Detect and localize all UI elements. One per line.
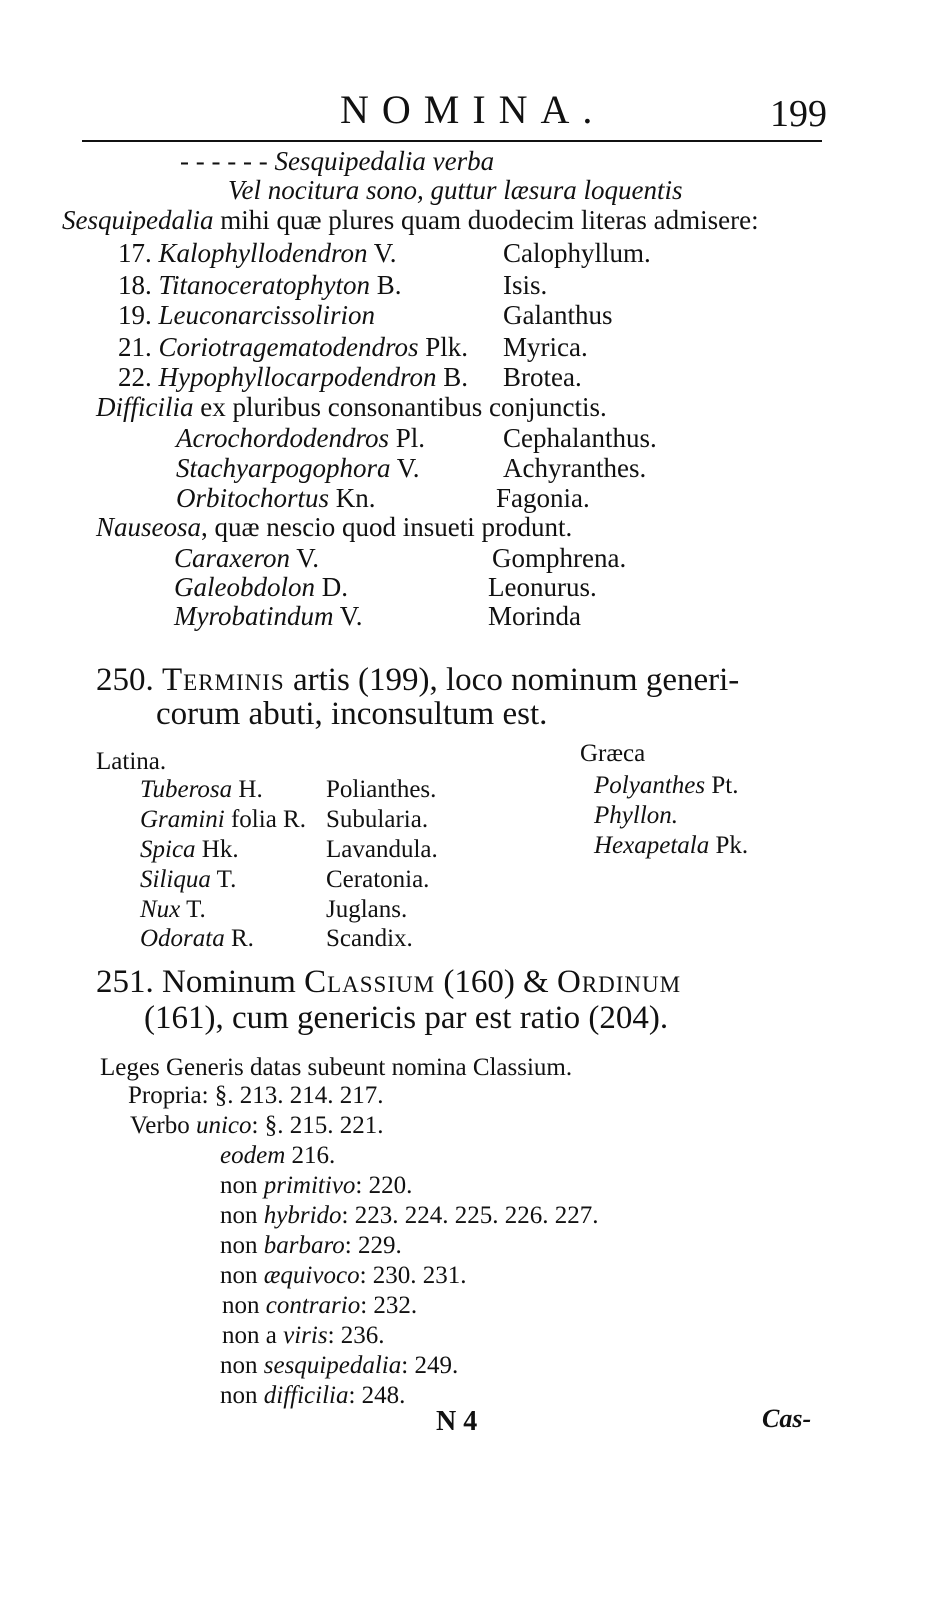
- list-item: [222, 1322, 385, 1350]
- list-item: [118, 332, 468, 363]
- item-term: viris: [283, 1322, 328, 1349]
- section-number: 251.: [96, 964, 154, 1000]
- item-prefix: non: [220, 1262, 258, 1289]
- intro-text: ex pluribus consonantibus conjunctis.: [200, 392, 607, 422]
- list-item: [140, 925, 254, 953]
- page-number: 199: [770, 93, 827, 135]
- list-item: [176, 423, 425, 454]
- item-author: Hk.: [201, 836, 239, 863]
- section-250-line-2: corum abuti, inconsultum est.: [156, 696, 548, 732]
- item-name: Nux: [140, 896, 181, 923]
- list-item: [594, 802, 678, 830]
- item-author: T.: [216, 866, 237, 893]
- item-name: Tuberosa: [140, 776, 233, 803]
- item-genus: Subularia.: [326, 806, 429, 833]
- item-genus: Scandix.: [326, 925, 413, 952]
- item-genus: Morinda: [488, 601, 581, 631]
- catchword: Cas-: [762, 1404, 812, 1433]
- list-item: [594, 772, 738, 800]
- item-name: Caraxeron: [174, 543, 290, 573]
- item-name: Coriotragematodendros: [158, 332, 419, 362]
- list-item: [140, 776, 263, 804]
- item-genus: Ceratonia.: [326, 866, 430, 893]
- section-text: artis (199), loco nominum generi-: [292, 662, 740, 698]
- list-item: [140, 836, 239, 864]
- running-head: NOMINA.: [340, 87, 606, 132]
- term: Sesquipedalia: [62, 205, 214, 235]
- item-author: H.: [238, 776, 263, 803]
- item-author: V.: [373, 238, 397, 268]
- item-number: 18.: [118, 270, 152, 300]
- section-251-line-2: (161), cum genericis par est ratio (204).: [144, 1000, 669, 1036]
- item-genus: Calophyllum.: [503, 238, 651, 268]
- item-refs: 216.: [291, 1142, 336, 1169]
- section-text: (160) &: [443, 964, 549, 1000]
- item-term: æquivoco: [263, 1262, 360, 1289]
- item-name: Leuconarcissolirion: [158, 300, 376, 330]
- item-name: Polyanthes: [594, 772, 706, 799]
- section-number: 250.: [96, 662, 154, 698]
- item-refs: : 223. 224. 225. 226. 227.: [341, 1202, 599, 1229]
- item-genus: Polianthes.: [326, 776, 437, 803]
- section-text: Nominum: [162, 964, 296, 1000]
- item-author: V.: [339, 601, 363, 631]
- item-author: V.: [296, 543, 320, 573]
- list-item: [140, 806, 306, 834]
- item-term: eodem: [220, 1142, 286, 1169]
- item-refs: : 236.: [327, 1322, 385, 1349]
- difficilia-intro: [96, 392, 607, 423]
- list-item: [176, 453, 420, 484]
- leges-intro: Leges Generis datas subeunt nomina Classium.: [100, 1054, 573, 1081]
- item-term: difficilia: [263, 1382, 349, 1409]
- list-item: [222, 1292, 417, 1320]
- list-item: [118, 238, 397, 269]
- section-term: Classium: [304, 964, 436, 1000]
- list-item: [140, 896, 206, 924]
- item-term: barbaro: [263, 1232, 345, 1259]
- item-genus: Galanthus: [503, 300, 613, 330]
- item-term: sesquipedalia: [263, 1352, 402, 1379]
- verbo-term: unico: [195, 1112, 252, 1139]
- item-name: Odorata: [140, 925, 225, 952]
- item-genus: Cephalanthus.: [503, 423, 657, 453]
- item-name: Siliqua: [140, 866, 211, 893]
- item-genus: Isis.: [503, 270, 548, 300]
- item-prefix: non: [220, 1172, 258, 1199]
- intro-text: mihi quæ plures quam duodecim literas admisere:: [220, 205, 759, 235]
- item-name: Hexapetala: [594, 832, 710, 859]
- list-item: [118, 362, 468, 393]
- list-item: [174, 572, 348, 603]
- item-author: B.: [443, 362, 468, 392]
- quote-line-1: [180, 146, 494, 177]
- list-item: [174, 543, 319, 574]
- signature-mark: N 4: [436, 1406, 478, 1437]
- item-refs: : 248.: [348, 1382, 406, 1409]
- list-item: [118, 300, 375, 331]
- item-name: Titanoceratophyton: [158, 270, 370, 300]
- item-number: 17.: [118, 238, 152, 268]
- graeca-heading: Græca: [580, 740, 646, 767]
- item-name: Orbitochortus: [176, 483, 330, 513]
- item-author: Pt.: [711, 772, 739, 799]
- list-item: [594, 832, 748, 860]
- propria-line: Propria: §. 213. 214. 217.: [128, 1082, 384, 1109]
- item-author: V.: [396, 453, 420, 483]
- item-genus: Fagonia.: [496, 483, 590, 513]
- list-item: [220, 1352, 458, 1380]
- item-number: 21.: [118, 332, 152, 362]
- section-term: Terminis: [162, 662, 285, 698]
- item-term: primitivo: [263, 1172, 356, 1199]
- item-genus: Lavandula.: [326, 836, 438, 863]
- list-item: [174, 601, 363, 632]
- term: Nauseosa: [96, 512, 202, 542]
- item-author: Plk.: [425, 332, 469, 362]
- item-prefix: non: [220, 1232, 258, 1259]
- list-item: [118, 270, 402, 301]
- item-name: Phyllon.: [594, 802, 679, 829]
- item-author: folia R.: [230, 806, 306, 833]
- verbo-word: Verbo: [130, 1112, 190, 1139]
- item-refs: : 229.: [344, 1232, 402, 1259]
- section-251-line-1: [96, 964, 681, 1001]
- item-genus: Brotea.: [503, 362, 582, 392]
- item-prefix: non a: [222, 1322, 277, 1349]
- item-refs: : 232.: [360, 1292, 418, 1319]
- item-prefix: non: [220, 1352, 258, 1379]
- item-author: Pl.: [395, 423, 425, 453]
- item-genus: Leonurus.: [488, 572, 597, 602]
- item-genus: Gomphrena.: [492, 543, 627, 573]
- latina-heading: Latina.: [96, 748, 167, 775]
- list-item: [220, 1382, 405, 1410]
- item-number: 22.: [118, 362, 152, 392]
- item-term: hybrido: [263, 1202, 342, 1229]
- item-author: Kn.: [335, 483, 376, 513]
- intro-text: , quæ nescio quod insueti produnt.: [201, 512, 573, 542]
- item-name: Acrochordodendros: [176, 423, 389, 453]
- quote-line-2: Vel nocitura sono, guttur læsura loquentis: [228, 175, 683, 205]
- term: Difficilia: [96, 392, 194, 422]
- list-item: [220, 1262, 467, 1290]
- sesqui-intro: [62, 205, 759, 236]
- list-item: [220, 1232, 402, 1260]
- item-refs: : 249.: [401, 1352, 459, 1379]
- header-rule: [82, 140, 822, 142]
- item-term: contrario: [265, 1292, 361, 1319]
- item-prefix: non: [220, 1202, 258, 1229]
- item-name: Myrobatindum: [174, 601, 334, 631]
- item-refs: : 220.: [355, 1172, 413, 1199]
- item-number: 19.: [118, 300, 152, 330]
- item-genus: Juglans.: [326, 896, 408, 923]
- item-author: B.: [376, 270, 402, 300]
- list-item: [140, 866, 236, 894]
- section-term: Ordinum: [556, 964, 682, 1000]
- dash-leader: - - - - - -: [180, 146, 268, 176]
- nauseosa-intro: [96, 512, 572, 543]
- verbo-refs: : §. 215. 221.: [251, 1112, 384, 1139]
- item-author: T.: [186, 896, 206, 923]
- item-name: Spica: [140, 836, 196, 863]
- list-item: [220, 1142, 335, 1170]
- item-author: D.: [321, 572, 348, 602]
- item-name: Galeobdolon: [174, 572, 315, 602]
- list-item: [220, 1202, 598, 1230]
- item-name: Kalophyllodendron: [158, 238, 368, 268]
- item-author: Pk.: [715, 832, 749, 859]
- verbo-line: [130, 1112, 383, 1140]
- quote-text: Sesquipedalia verba: [274, 146, 495, 176]
- item-genus: Myrica.: [503, 332, 588, 362]
- item-refs: : 230. 231.: [359, 1262, 467, 1289]
- item-name: Hypophyllocarpodendron: [158, 362, 437, 392]
- item-genus: Achyranthes.: [503, 453, 647, 483]
- item-name: Gramini: [140, 806, 225, 833]
- item-name: Stachyarpogophora: [176, 453, 391, 483]
- list-item: [220, 1172, 412, 1200]
- item-prefix: non: [222, 1292, 260, 1319]
- list-item: [176, 483, 376, 514]
- item-prefix: non: [220, 1382, 258, 1409]
- section-250-line-1: [96, 662, 739, 699]
- item-author: R.: [230, 925, 254, 952]
